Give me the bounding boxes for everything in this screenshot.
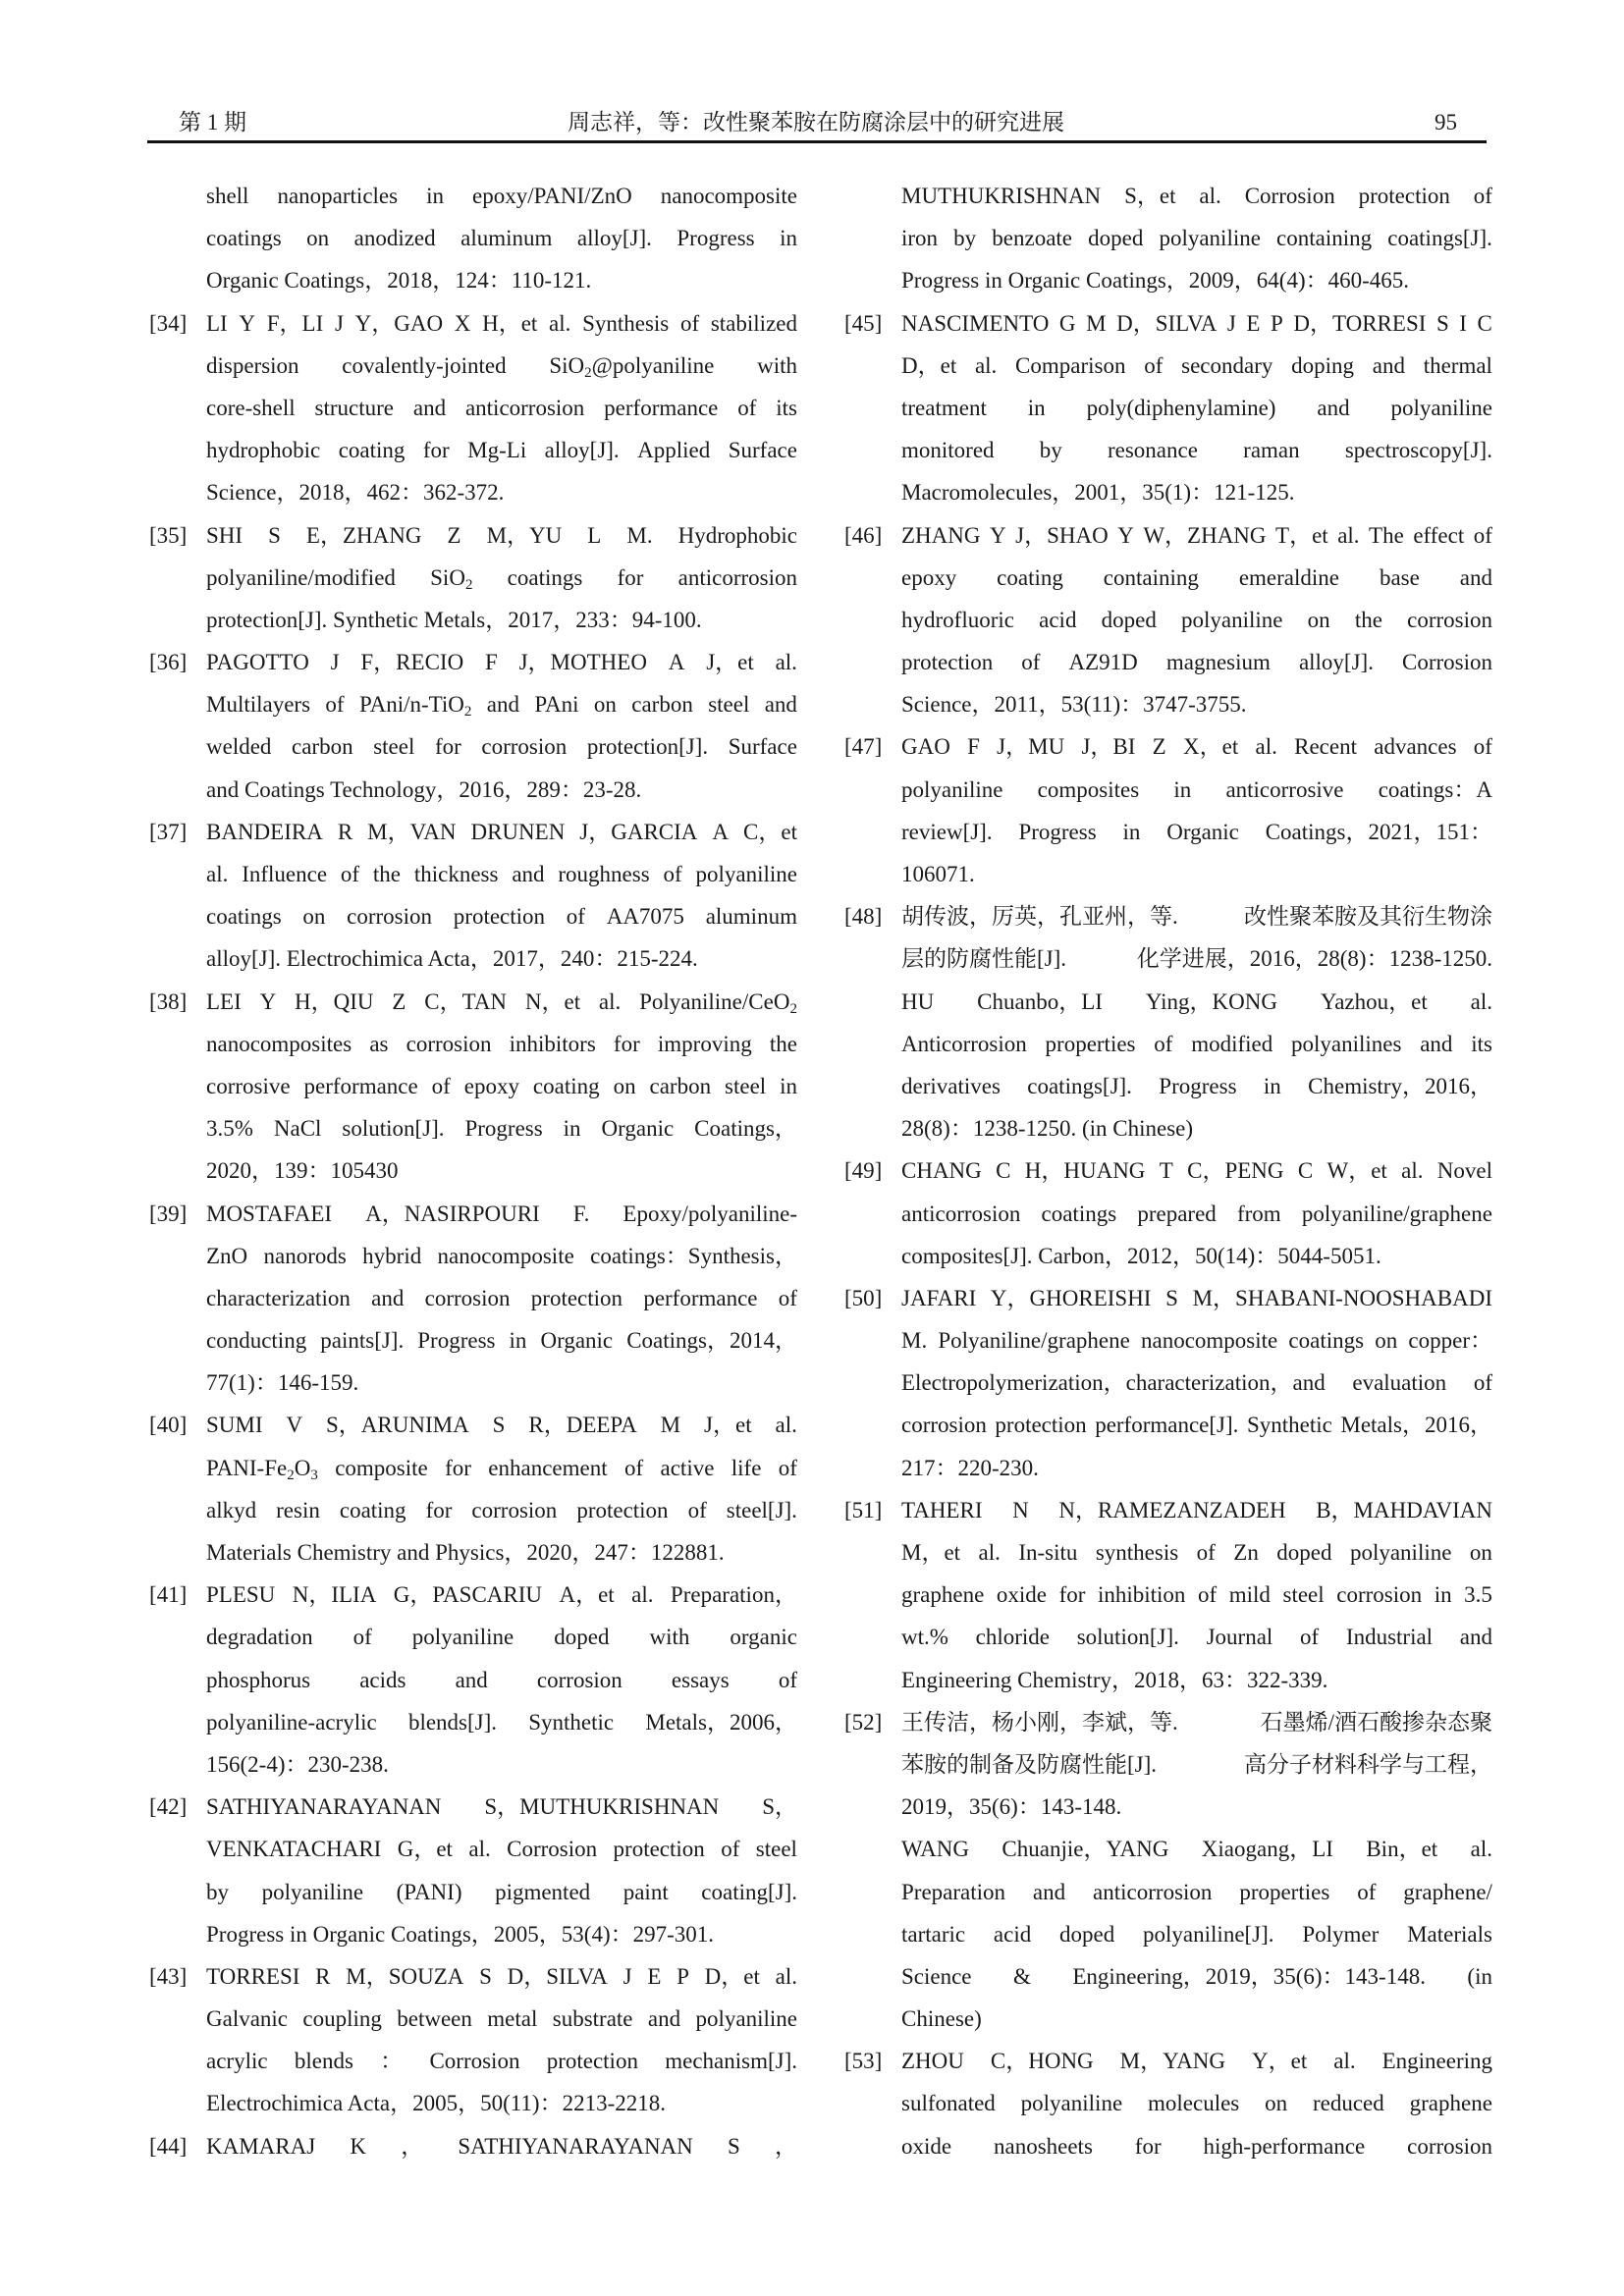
reference-entry: [844, 2040, 1492, 2167]
reference-line: 156(2-4)：230-238.: [206, 1751, 389, 1777]
reference-line: coatings on anodized aluminum alloy[J]. Progress in: [206, 226, 797, 251]
reference-line: ZnO nanorods hybrid nanocomposite coatings：Synthesis，: [206, 1243, 797, 1268]
reference-entry: [844, 1701, 1492, 2041]
reference-line: GAO F J，MU J，BI Z X，et al. Recent advances of: [901, 734, 1492, 760]
reference-line: Organic Coatings，2018，124：110-121.: [206, 268, 592, 294]
reference-number: [41]: [149, 1582, 188, 1608]
reference-text: [206, 1786, 797, 1955]
reference-text: [901, 514, 1492, 726]
reference-entry: [844, 1277, 1492, 1489]
reference-line: graphene oxide for inhibition of mild steel corrosion in 3.5: [901, 1582, 1492, 1608]
reference-line: corrosive performance of epoxy coating on carbon steel in: [206, 1073, 797, 1098]
header-rule: [147, 140, 1487, 143]
reference-entry: [149, 1404, 797, 1574]
reference-entry: [844, 175, 1492, 302]
reference-text: [206, 1193, 797, 1405]
reference-line: degradation of polyaniline doped with organic: [206, 1625, 797, 1650]
reference-line: 层的防腐性能[J]. 化学进展，2016，28(8)：1238-1250.: [901, 946, 1492, 972]
reference-number: [52]: [844, 1709, 883, 1735]
reference-text: [901, 1701, 1492, 2041]
reference-line: tartaric acid doped polyaniline[J]. Polymer Materials: [901, 1921, 1492, 1947]
reference-text: [901, 1277, 1492, 1489]
reference-number: [47]: [844, 734, 883, 760]
reference-line: coatings on corrosion protection of AA7075 aluminum: [206, 904, 797, 930]
reference-line: Materials Chemistry and Physics，2020，247：122881.: [206, 1540, 725, 1565]
reference-line: LEI Y H，QIU Z C，TAN N，et al. Polyaniline/CeO$_2$: [206, 988, 797, 1017]
reference-line: Progress in Organic Coatings，2009，64(4)：460-465.: [901, 268, 1410, 294]
page-number: 95: [1435, 110, 1457, 134]
reference-number: [37]: [149, 819, 188, 844]
reference-line: Electropolymerization，characterization，and evaluation of: [901, 1370, 1492, 1396]
reference-text: [206, 811, 797, 981]
reference-line: core-shell structure and anticorrosion performance of its: [206, 395, 797, 420]
reference-line: M. Polyaniline/graphene nanocomposite coatings on copper：: [901, 1328, 1492, 1354]
reference-line: 2019，35(6)：143-148.: [901, 1794, 1122, 1820]
reference-text: [206, 1955, 797, 2125]
reference-line: al. Influence of the thickness and roughness of polyaniline: [206, 862, 797, 886]
reference-line: anticorrosion coatings prepared from polyaniline/graphene: [901, 1201, 1492, 1226]
reference-line: HU Chuanbo，LI Ying，KONG Yazhou，et al.: [901, 988, 1492, 1014]
reference-line: Multilayers of PAni/n-TiO$_2$ and PAni on carbon steel and: [206, 692, 797, 721]
reference-number: [38]: [149, 988, 188, 1014]
reference-line: PAGOTTO J F，RECIO F J，MOTHEO A J，et al.: [206, 650, 797, 675]
reference-line: derivatives coatings[J]. Progress in Chemistry，2016，: [901, 1073, 1492, 1098]
reference-number: [50]: [844, 1285, 883, 1310]
reference-line: 28(8)：1238-1250. (in Chinese): [901, 1116, 1194, 1142]
reference-line: BANDEIRA R M，VAN DRUNEN J，GARCIA A C，et: [206, 819, 797, 844]
reference-line: oxide nanosheets for high-performance corrosion: [901, 2133, 1492, 2159]
reference-line: characterization and corrosion protection performance of: [206, 1285, 797, 1310]
reference-line: polyaniline/modified SiO$_2$ coatings for anticorrosion: [206, 564, 797, 593]
reference-text: [901, 1149, 1492, 1277]
reference-number: [49]: [844, 1158, 883, 1184]
reference-number: [34]: [149, 310, 188, 336]
running-header: [147, 108, 1485, 143]
reference-line: protection[J]. Synthetic Metals，2017，233：94-100.: [206, 607, 702, 632]
reference-line: PLESU N，ILIA G，PASCARIU A，et al. Preparation，: [206, 1582, 797, 1608]
reference-line: D，et al. Comparison of secondary doping and thermal: [901, 352, 1492, 378]
reference-line: shell nanoparticles in epoxy/PANI/ZnO nanocomposite: [206, 184, 797, 208]
reference-line: KAMARAJ K ， SATHIYANARAYANAN S ，: [206, 2133, 797, 2159]
reference-text: [901, 2040, 1492, 2167]
reference-line: CHANG C H，HUANG T C，PENG C W，et al. Novel: [901, 1158, 1492, 1184]
reference-line: Electrochimica Acta，2005，50(11)：2213-2218.: [206, 2091, 666, 2116]
reference-line: dispersion covalently-jointed SiO$_2$@polyaniline with: [206, 352, 797, 381]
reference-line: 王传洁，杨小刚，李斌，等. 石墨烯/酒石酸掺杂态聚: [901, 1709, 1492, 1735]
reference-number: [46]: [844, 522, 883, 548]
reference-line: polyaniline composites in anticorrosive coatings：A: [901, 776, 1492, 802]
reference-line: sulfonated polyaniline molecules on reduced graphene: [901, 2091, 1492, 2116]
reference-entry: [149, 514, 797, 642]
reference-number: [35]: [149, 522, 188, 548]
reference-line: Engineering Chemistry，2018，63：322-339.: [901, 1667, 1328, 1692]
reference-line: Science & Engineering，2019，35(6)：143-148. (in: [901, 1963, 1492, 1989]
reference-number: [36]: [149, 650, 188, 675]
reference-text: [206, 1574, 797, 1786]
reference-line: ZHANG Y J，SHAO Y W，ZHANG T，et al. The effect of: [901, 522, 1492, 548]
reference-line: Macromolecules，2001，35(1)：121-125.: [901, 480, 1295, 506]
reference-entry: [149, 2125, 797, 2167]
reference-line: 106071.: [901, 862, 975, 886]
reference-line: SHI S E，ZHANG Z M，YU L M. Hydrophobic: [206, 522, 797, 548]
references-right-column: [844, 175, 1492, 2167]
reference-line: Preparation and anticorrosion properties of graphene/: [901, 1879, 1492, 1904]
reference-entry: [844, 1149, 1492, 1277]
reference-text: [206, 302, 797, 514]
reference-line: MOSTAFAEI A，NASIRPOURI F. Epoxy/polyaniline-: [206, 1201, 797, 1226]
reference-number: [45]: [844, 310, 883, 336]
reference-line: corrosion protection performance[J]. Synthetic Metals，2016，: [901, 1413, 1492, 1438]
reference-line: alkyd resin coating for corrosion protection of steel[J].: [206, 1497, 797, 1522]
reference-number: [48]: [844, 904, 883, 930]
reference-entry: [149, 175, 797, 302]
reference-text: [901, 895, 1492, 1149]
reference-line: Progress in Organic Coatings，2005，53(4)：297-301.: [206, 1921, 715, 1947]
reference-text: [206, 1404, 797, 1574]
reference-number: [44]: [149, 2133, 188, 2159]
reference-number: [43]: [149, 1963, 188, 1989]
reference-line: ZHOU C，HONG M，YANG Y，et al. Engineering: [901, 2049, 1492, 2074]
reference-line: 2020，139：105430: [206, 1158, 399, 1184]
reference-line: TORRESI R M，SOUZA S D，SILVA J E P D，et al.: [206, 1963, 797, 1989]
reference-text: [206, 981, 797, 1193]
issue-label: 第 1 期: [179, 110, 246, 134]
reference-line: epoxy coating containing emeraldine base and: [901, 564, 1492, 590]
reference-text: [206, 514, 797, 642]
reference-line: SUMI V S，ARUNIMA S R，DEEPA M J，et al.: [206, 1413, 797, 1438]
reference-line: WANG Chuanjie，YANG Xiaogang，LI Bin，et al.: [901, 1837, 1492, 1862]
reference-line: MUTHUKRISHNAN S，et al. Corrosion protection of: [901, 184, 1492, 208]
reference-line: treatment in poly(diphenylamine) and polyaniline: [901, 395, 1492, 420]
reference-entry: [149, 641, 797, 811]
reference-line: Science，2018，462：362-372.: [206, 480, 505, 506]
reference-entry: [149, 811, 797, 981]
reference-number: [51]: [844, 1497, 883, 1522]
reference-line: nanocomposites as corrosion inhibitors for improving the: [206, 1031, 797, 1056]
reference-line: M，et al. In-situ synthesis of Zn doped polyaniline on: [901, 1540, 1492, 1565]
reference-entry: [149, 981, 797, 1193]
reference-line: NASCIMENTO G M D，SILVA J E P D，TORRESI S I C: [901, 310, 1492, 336]
reference-line: and Coatings Technology，2016，289：23-28.: [206, 776, 642, 802]
reference-number: [40]: [149, 1413, 188, 1438]
reference-line: polyaniline-acrylic blends[J]. Synthetic Metals，2006，: [206, 1709, 797, 1735]
reference-entry: [149, 1193, 797, 1405]
reference-line: composites[J]. Carbon，2012，50(14)：5044-5051.: [901, 1243, 1381, 1268]
reference-text: [901, 302, 1492, 514]
reference-number: [53]: [844, 2049, 883, 2074]
reference-entry: [844, 725, 1492, 895]
reference-text: [901, 175, 1492, 302]
references-left-column: [149, 175, 797, 2167]
reference-text: [206, 2125, 797, 2167]
reference-line: welded carbon steel for corrosion protection[J]. Surface: [206, 734, 797, 760]
reference-line: Anticorrosion properties of modified polyanilines and its: [901, 1031, 1492, 1056]
reference-line: JAFARI Y，GHOREISHI S M，SHABANI-NOOSHABADI: [901, 1285, 1492, 1310]
reference-line: 77(1)：146-159.: [206, 1370, 359, 1396]
reference-line: wt.% chloride solution[J]. Journal of Industrial and: [901, 1625, 1492, 1650]
reference-line: Science，2011，53(11)：3747-3755.: [901, 692, 1247, 718]
reference-line: review[J]. Progress in Organic Coatings，2021，151：: [901, 819, 1492, 844]
reference-line: 苯胺的制备及防腐性能[J]. 高分子材料科学与工程，: [901, 1751, 1492, 1777]
reference-text: [901, 725, 1492, 895]
reference-entry: [844, 1489, 1492, 1701]
reference-line: Chinese): [901, 2006, 982, 2032]
reference-line: monitored by resonance raman spectroscopy[J].: [901, 438, 1492, 463]
reference-line: 3.5% NaCl solution[J]. Progress in Organic Coatings，: [206, 1116, 797, 1142]
reference-line: LI Y F，LI J Y，GAO X H，et al. Synthesis of stabilized: [206, 310, 797, 336]
reference-line: iron by benzoate doped polyaniline containing coatings[J].: [901, 226, 1492, 251]
reference-text: [206, 175, 797, 302]
reference-line: 胡传波，厉英，孔亚州，等. 改性聚苯胺及其衍生物涂: [901, 904, 1492, 930]
reference-text: [901, 1489, 1492, 1701]
reference-entry: [149, 1574, 797, 1786]
reference-line: hydrophobic coating for Mg-Li alloy[J]. Applied Surface: [206, 438, 797, 463]
reference-line: SATHIYANARAYANAN S，MUTHUKRISHNAN S，: [206, 1794, 797, 1820]
reference-line: TAHERI N N，RAMEZANZADEH B，MAHDAVIAN: [901, 1497, 1492, 1522]
reference-entry: [149, 1955, 797, 2125]
reference-entry: [844, 895, 1492, 1149]
reference-text: [206, 641, 797, 811]
reference-line: phosphorus acids and corrosion essays of: [206, 1667, 797, 1692]
reference-line: protection of AZ91D magnesium alloy[J]. Corrosion: [901, 650, 1492, 675]
reference-entry: [149, 1786, 797, 1955]
reference-line: alloy[J]. Electrochimica Acta，2017，240：215-224.: [206, 946, 698, 972]
reference-line: conducting paints[J]. Progress in Organic Coatings，2014，: [206, 1328, 797, 1354]
reference-line: acrylic blends ： Corrosion protection mechanism[J].: [206, 2049, 797, 2074]
reference-line: 217：220-230.: [901, 1455, 1039, 1480]
reference-entry: [844, 514, 1492, 726]
reference-line: by polyaniline (PANI) pigmented paint coating[J].: [206, 1879, 797, 1904]
reference-line: Galvanic coupling between metal substrate and polyaniline: [206, 2006, 797, 2032]
reference-number: [42]: [149, 1794, 188, 1820]
reference-line: hydrofluoric acid doped polyaniline on the corrosion: [901, 607, 1492, 632]
running-title: 周志祥，等：改性聚苯胺在防腐涂层中的研究进展: [568, 110, 1064, 134]
reference-line: PANI-$Fe_2O_3$ composite for enhancement of active life of: [206, 1455, 797, 1483]
reference-line: VENKATACHARI G，et al. Corrosion protection of steel: [206, 1837, 797, 1862]
reference-number: [39]: [149, 1201, 188, 1226]
reference-entry: [844, 302, 1492, 514]
reference-entry: [149, 302, 797, 514]
